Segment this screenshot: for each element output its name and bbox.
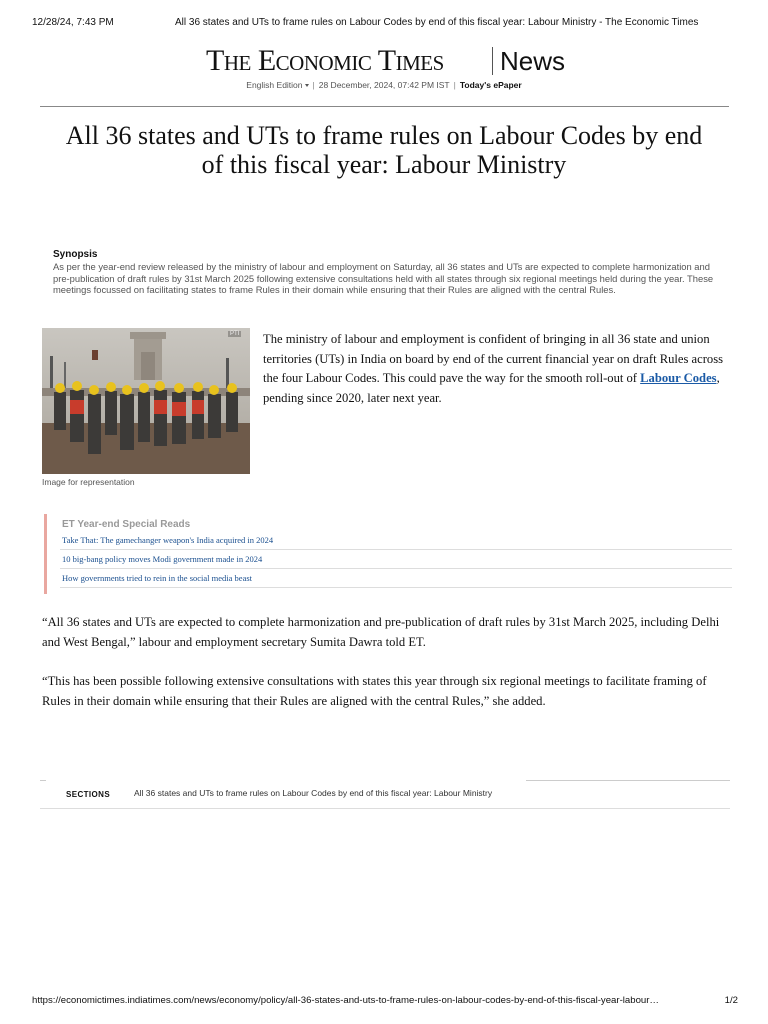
- print-page-number: 1/2: [724, 995, 738, 1006]
- footer-rule: [40, 808, 730, 809]
- body-paragraph: “All 36 states and UTs are expected to complete harmonization and pre-publication of draft rules by 31st March 2025, including Delhi and West Bengal,” labour and employment secretary Sumita Dawra told ET.: [42, 615, 720, 649]
- synopsis: [53, 248, 725, 296]
- image-credit: PTI: [230, 331, 240, 337]
- image-caption: Image for representation: [42, 477, 135, 487]
- lead-text-end: , pending since 2020, later next year.: [263, 371, 720, 405]
- synopsis-text: As per the year-end review released by the ministry of labour and employment on Saturday, all 36 states and UTs are expected to complete harmonization and pre-publication of draft rules by 31st March 2025 following extensive consultations held with all states through six regional meetings held during the year. These meetings focussed on facilitating states to frame Rules in their domain while ensuring that their Rules are aligned with the central Rules.: [53, 261, 714, 295]
- footer-article-title: All 36 states and UTs to frame rules on Labour Codes by end of this fiscal year: Labour Ministry: [134, 788, 493, 798]
- edition-label: English Edition: [246, 80, 303, 90]
- special-read-link[interactable]: Take That: The gamechanger weapon's India acquired in 2024: [60, 532, 732, 550]
- divider: |: [453, 80, 456, 90]
- special-reads-title: ET Year-end Special Reads: [62, 519, 191, 530]
- special-read-link[interactable]: How governments tried to rein in the social media beast: [60, 570, 732, 588]
- print-url: https://economictimes.indiatimes.com/news/economy/policy/all-36-states-and-uts-to-frame-rules-on-labour-codes-by-end-of-this-fiscal-year-labour…: [32, 995, 660, 1006]
- print-header: [32, 17, 728, 31]
- article-image[interactable]: [42, 328, 250, 474]
- chevron-down-icon: [305, 84, 309, 87]
- edition-bar: [0, 80, 768, 90]
- print-page-title: All 36 states and UTs to frame rules on Labour Codes by end of this fiscal year: Labour Ministry - The Economic Times: [175, 17, 699, 28]
- edition-date: 28 December, 2024, 07:42 PM IST: [318, 80, 450, 90]
- masthead: [0, 44, 768, 84]
- sections-button[interactable]: SECTIONS: [66, 790, 111, 799]
- footer-rule: [40, 780, 46, 781]
- footer-rule: [526, 780, 730, 781]
- header-rule: [40, 106, 729, 107]
- special-read-link[interactable]: 10 big-bang policy moves Modi government made in 2024: [60, 551, 732, 569]
- synopsis-label: Synopsis: [53, 249, 98, 260]
- divider: |: [312, 80, 315, 90]
- labour-codes-link[interactable]: Labour Codes: [640, 371, 717, 385]
- special-reads-box: [44, 514, 729, 594]
- article-headline: All 36 states and UTs to frame rules on Labour Codes by end of this fiscal year: Labour Ministry: [65, 121, 703, 179]
- body-paragraph: “This has been possible following extensive consultations with states this year through six regional meetings to facilitate framing of Rules in their domain while ensuring that their Rules are aligned with the central Rules,” she added.: [42, 674, 707, 708]
- workers-photo: [42, 328, 250, 474]
- epaper-link[interactable]: Today's ePaper: [459, 80, 522, 90]
- logo-divider: [492, 47, 493, 75]
- et-logo[interactable]: The Economic Times: [206, 44, 444, 77]
- print-datetime: 12/28/24, 7:43 PM: [32, 17, 114, 28]
- lead-paragraph: [263, 330, 733, 408]
- section-name[interactable]: News: [500, 46, 566, 76]
- edition-selector[interactable]: [246, 80, 308, 90]
- lead-text: The ministry of labour and employment is confident of bringing in all 36 state and union territories (UTs) in India on board by end of the current financial year on draft Rules across the four Labour Codes. This could pave the way for the smooth roll-out of: [263, 332, 724, 385]
